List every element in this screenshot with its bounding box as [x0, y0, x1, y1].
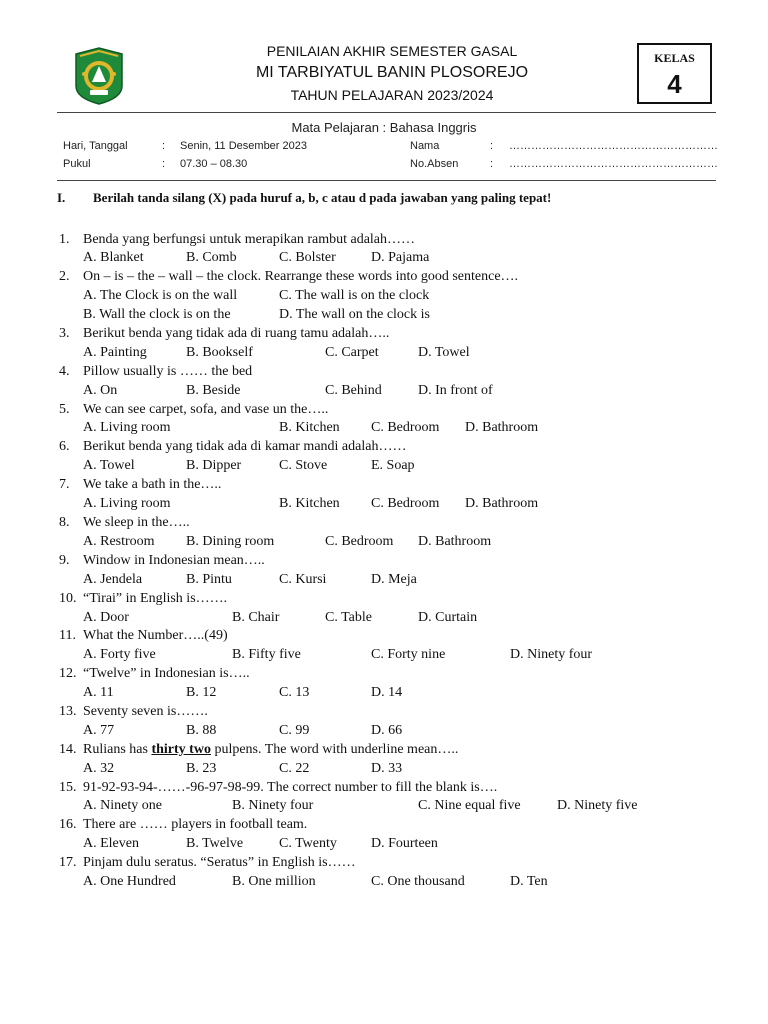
- question-number: 9.: [59, 553, 70, 568]
- question-number: 1.: [59, 232, 70, 247]
- name-field[interactable]: …………………………………………………: [509, 140, 718, 152]
- question-number: 13.: [59, 704, 77, 719]
- question-text: There are …… players in football team.: [83, 817, 308, 832]
- option-d[interactable]: D. In front of: [418, 383, 493, 398]
- option-c[interactable]: C. 22: [279, 761, 310, 776]
- option-d[interactable]: D. Meja: [371, 572, 417, 587]
- time-colon: :: [162, 158, 166, 170]
- question-number: 3.: [59, 326, 70, 341]
- option-a[interactable]: A. Towel: [83, 458, 135, 473]
- option-b[interactable]: B. Bookself: [186, 345, 253, 360]
- option-c[interactable]: C. Behind: [325, 383, 382, 398]
- option-a[interactable]: A. Door: [83, 610, 129, 625]
- option-c[interactable]: C. Bedroom: [371, 420, 440, 435]
- option-a[interactable]: A. 11: [83, 685, 114, 700]
- question-number: 17.: [59, 855, 77, 870]
- day-value: Senin, 11 Desember 2023: [180, 140, 307, 152]
- option-c[interactable]: C. Bolster: [279, 250, 336, 265]
- question-text: 91-92-93-94-……-96-97-98-99. The correct number to fill the blank is….: [83, 780, 498, 795]
- question-number: 5.: [59, 402, 70, 417]
- question-text: Pillow usually is …… the bed: [83, 364, 253, 379]
- section-number: I.: [57, 190, 66, 205]
- absen-label: No.Absen: [410, 158, 459, 170]
- question-number: 15.: [59, 780, 77, 795]
- option-b[interactable]: B. Beside: [186, 383, 241, 398]
- class-box: [637, 43, 712, 104]
- option-c[interactable]: C. Twenty: [279, 836, 337, 851]
- question-text: We can see carpet, sofa, and vase un the…..: [83, 402, 329, 417]
- section-instruction: Berilah tanda silang (X) pada huruf a, b, c atau d pada jawaban yang paling tepat!: [93, 190, 552, 205]
- option-a[interactable]: A. On: [83, 383, 118, 398]
- option-b[interactable]: B. 23: [186, 761, 217, 776]
- option-d[interactable]: D. Curtain: [418, 610, 478, 625]
- question-number: 10.: [59, 591, 77, 606]
- option-d[interactable]: D. Fourteen: [371, 836, 438, 851]
- option-b[interactable]: B. One million: [232, 874, 316, 889]
- absen-colon: :: [490, 158, 494, 170]
- option-b[interactable]: B. Chair: [232, 610, 280, 625]
- option-c[interactable]: C. Nine equal five: [418, 798, 521, 813]
- question-text-start: Rulians has: [83, 742, 152, 757]
- question-number: 16.: [59, 817, 77, 832]
- name-colon: :: [490, 140, 494, 152]
- header-academic-year: TAHUN PELAJARAN 2023/2024: [290, 87, 494, 103]
- question-text-end: pulpens. The word with underline mean…..: [210, 742, 459, 757]
- option-b[interactable]: B. Dining room: [186, 534, 275, 549]
- option-a[interactable]: A. The Clock is on the wall: [83, 288, 238, 303]
- absen-field[interactable]: …………………………………………………: [509, 158, 718, 170]
- option-a[interactable]: A. Living room: [83, 420, 171, 435]
- question-number: 6.: [59, 439, 70, 454]
- underlined-phrase: thirty two: [151, 742, 211, 757]
- option-c[interactable]: C. Forty nine: [371, 647, 446, 662]
- option-a[interactable]: A. One Hundred: [83, 874, 176, 889]
- option-a[interactable]: A. Restroom: [83, 534, 155, 549]
- school-emblem-icon: [68, 44, 130, 106]
- option-a[interactable]: A. 77: [83, 723, 115, 738]
- question-text: Berikut benda yang tidak ada di kamar mandi adalah……: [83, 439, 407, 454]
- question-text: Benda yang berfungsi untuk merapikan rambut adalah……: [83, 232, 416, 247]
- subject-line: Mata Pelajaran : Bahasa Inggris: [291, 120, 477, 135]
- option-c[interactable]: C. 99: [279, 723, 310, 738]
- option-d[interactable]: D. 33: [371, 761, 403, 776]
- option-b[interactable]: B. Comb: [186, 250, 237, 265]
- option-d[interactable]: D. 14: [371, 685, 403, 700]
- question-number: 4.: [59, 364, 70, 379]
- name-label: Nama: [410, 140, 440, 152]
- option-b[interactable]: B. 88: [186, 723, 217, 738]
- option-c[interactable]: C. The wall is on the clock: [279, 288, 430, 303]
- option-d[interactable]: D. Pajama: [371, 250, 430, 265]
- class-label: KELAS: [654, 51, 695, 65]
- option-d[interactable]: D. Bathroom: [465, 496, 539, 511]
- option-b[interactable]: B. Kitchen: [279, 420, 340, 435]
- time-value: 07.30 – 08.30: [180, 158, 248, 170]
- option-b[interactable]: B. Wall the clock is on the: [83, 307, 231, 322]
- day-label: Hari, Tanggal: [63, 140, 128, 152]
- option-b[interactable]: B. Pintu: [186, 572, 232, 587]
- option-b[interactable]: B. Kitchen: [279, 496, 340, 511]
- option-c[interactable]: C. Bedroom: [325, 534, 394, 549]
- option-a[interactable]: A. Living room: [83, 496, 171, 511]
- question-text: What the Number…..(49): [83, 628, 228, 643]
- option-a[interactable]: A. Jendela: [83, 572, 143, 587]
- header-title-line1: PENILAIAN AKHIR SEMESTER GASAL: [266, 43, 518, 59]
- option-d[interactable]: D. Towel: [418, 345, 470, 360]
- option-a[interactable]: A. 32: [83, 761, 115, 776]
- option-b[interactable]: B. Twelve: [186, 836, 244, 851]
- class-number: 4: [667, 69, 682, 99]
- option-b[interactable]: B. Ninety four: [232, 798, 314, 813]
- option-b[interactable]: B. Fifty five: [232, 647, 301, 662]
- question-text: “Twelve” in Indonesian is…..: [83, 666, 250, 681]
- divider: [57, 180, 716, 181]
- option-a[interactable]: A. Ninety one: [83, 798, 162, 813]
- option-d[interactable]: D. The wall on the clock is: [279, 307, 430, 322]
- question-text: Berikut benda yang tidak ada di ruang tamu adalah…..: [83, 326, 390, 341]
- option-c[interactable]: C. Carpet: [325, 345, 379, 360]
- option-c[interactable]: C. 13: [279, 685, 310, 700]
- option-c[interactable]: C. Stove: [279, 458, 328, 473]
- option-d[interactable]: D. 66: [371, 723, 403, 738]
- option-a[interactable]: A. Painting: [83, 345, 147, 360]
- question-number: 7.: [59, 477, 70, 492]
- option-e[interactable]: E. Soap: [371, 458, 415, 473]
- question-number: 14.: [59, 742, 77, 757]
- question-text: [83, 742, 458, 758]
- option-d[interactable]: D. Ten: [510, 874, 548, 889]
- option-c[interactable]: C. One thousand: [371, 874, 465, 889]
- day-colon: :: [162, 140, 166, 152]
- question-number: 2.: [59, 269, 70, 284]
- option-c[interactable]: C. Table: [325, 610, 372, 625]
- question-number: 12.: [59, 666, 77, 681]
- divider: [57, 112, 716, 113]
- option-a[interactable]: A. Blanket: [83, 250, 144, 265]
- question-text: Pinjam dulu seratus. “Seratus” in English is……: [83, 855, 356, 870]
- time-label: Pukul: [63, 158, 91, 170]
- question-text: We sleep in the…..: [83, 515, 190, 530]
- question-text: “Tirai” in English is…….: [83, 591, 228, 606]
- option-c[interactable]: C. Bedroom: [371, 496, 440, 511]
- option-c[interactable]: C. Kursi: [279, 572, 327, 587]
- question-text: On – is – the – wall – the clock. Rearrange these words into good sentence….: [83, 269, 519, 284]
- option-d[interactable]: D. Bathroom: [465, 420, 539, 435]
- question-text: We take a bath in the…..: [83, 477, 222, 492]
- option-d[interactable]: D. Ninety five: [557, 798, 638, 813]
- option-b[interactable]: B. Dipper: [186, 458, 242, 473]
- header-school-name: MI TARBIYATUL BANIN PLOSOREJO: [255, 64, 529, 81]
- option-d[interactable]: D. Ninety four: [510, 647, 593, 662]
- question-text: Window in Indonesian mean…..: [83, 553, 265, 568]
- option-a[interactable]: A. Forty five: [83, 647, 156, 662]
- option-d[interactable]: D. Bathroom: [418, 534, 492, 549]
- option-b[interactable]: B. 12: [186, 685, 217, 700]
- question-text: Seventy seven is…….: [83, 704, 208, 719]
- question-number: 8.: [59, 515, 70, 530]
- question-number: 11.: [59, 628, 76, 643]
- option-a[interactable]: A. Eleven: [83, 836, 139, 851]
